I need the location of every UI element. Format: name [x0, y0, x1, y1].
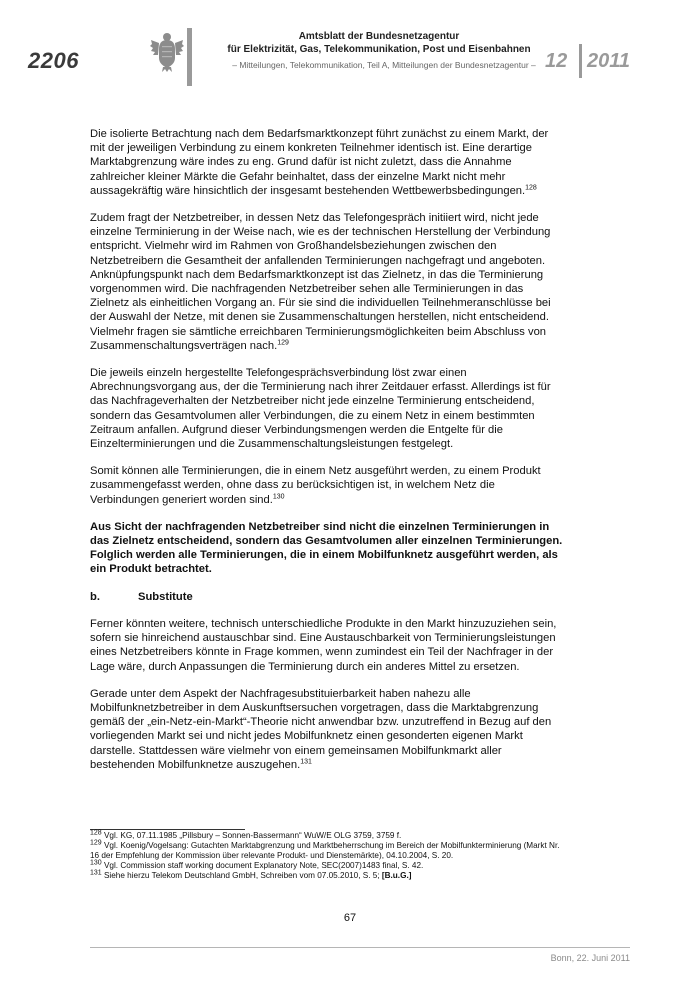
- section-subtitle: – Mitteilungen, Telekommunikation, Teil A, Mitteilungen der Bundesnetzagentur –: [232, 60, 536, 70]
- footnote: $^{129}$ Vgl. Koenig/Vogelsang: Gutachten Marktabgrenzung und Marktbeherrschung im Bereich der Mobilfunkterminierung (Markt Nr. 16 der Empfehlung der Kommission über relevante Produkt- und Dienstemärkte), 04.10.2004, S. 20.: [90, 839, 560, 860]
- footnote-ref: 128: [525, 184, 537, 192]
- footer-page-number: 67: [343, 912, 357, 924]
- paragraph: Die jeweils einzeln hergestellte Telefongesprächsverbindung löst zwar einen Abrechnungsvorgang aus, der die Terminierung nach ihrer Zeitdauer erfasst. Allerdings ist für das Nachfrageverhalten der Netzbetreiber nicht jede einzelne Terminierung entscheidend, sondern das Gesamtvolumen aller Verbindungen, die zu einem Netz in einem bestimmten Zeitraum anfallen. Aufgrund dieser Verbindungsmengen werden die Entgelte für die Einzelterminierungen und die Zusammenschaltungsleistungen festgelegt.: [90, 367, 551, 451]
- paragraph: Somit können alle Terminierungen, die in einem Netz ausgeführt werden, zu einem Produkt zusammengefasst werden, ohne dass zu berücksichtigen ist, in welchem Netz die Verbindungen generiert worden sind.$^{130}$: [90, 465, 541, 506]
- paragraph: Ferner könnten weitere, technisch unterschiedliche Produkte in den Markt hinzuzuziehen sein, sofern sie hinreichend austauschbar sind. Eine Austauschbarkeit von Terminierungsleistungen eines Netzbetreibers könnte in Frage kommen, wenn zumindest ein Teil der Nachfrager in der Lage wäre, durch Anpassungen die Terminierung durch ein anderes Mittel zu ersetzen.: [90, 617, 557, 673]
- footnote-ref: 131: [300, 757, 312, 765]
- footnotes: [90, 831, 564, 881]
- footnote-ref: 130: [272, 492, 285, 500]
- footer-place-date: Bonn, 22. Juni 2011: [550, 953, 630, 963]
- footnote: $^{128}$ Vgl. KG, 07.11.1985 „Pillsbury – Sonnen-Bassermann“ WuW/E OLG 3759, 3759 f.: [90, 829, 402, 840]
- body-text: [90, 127, 564, 785]
- paragraph: Gerade unter dem Aspekt der Nachfragesubstituierbarkeit haben nahezu alle Mobilfunknetzbetreiber in dem Auskunftsersuchen vorgetragen, dass die Marktabgrenzung gemäß der „ein-Netz-ein-Markt“-Theorie nicht anwendbar bzw. unzutreffend in Bezug auf den vorliegenden Markt sei und nicht jedes Mobilfunknetz einen gesonderten eigenen Markt darstelle. Stattdessen wäre vielmehr von einem gemeinsamen Mobilfunkmarkt aller bestehenden Mobilfunknetze auszugehen.$^{131}$: [90, 687, 552, 771]
- journal-subtitle: für Elektrizität, Gas, Telekommunikation, Post und Eisenbahnen: [227, 44, 531, 55]
- journal-title: Amtsblatt der Bundesnetzagentur: [298, 31, 460, 42]
- footnote: $^{130}$ Vgl. Commission staff working document Explanatory Note, SEC(2007)1483 final, S. 42.: [90, 859, 424, 870]
- footnote-ref: 129: [277, 339, 289, 347]
- footnote: $^{131}$ Siehe hierzu Telekom Deutschland GmbH, Schreiben vom 07.05.2010, S. 5; [B.u.G.]: [90, 869, 412, 880]
- issue-number: 12: [545, 50, 568, 72]
- footer-rule: [90, 947, 630, 948]
- issue-year: 2011: [587, 50, 631, 72]
- issue-divider: [579, 44, 582, 78]
- federal-eagle-icon: [150, 30, 184, 72]
- section-heading: [90, 590, 564, 604]
- paragraph: Die isolierte Betrachtung nach dem Bedarfsmarktkonzept führt zunächst zu einem Markt, der mit der jeweiligen Verbindung zu einem konkreten Teilnehmer identisch ist. Eine derartige Marktabgrenzung wäre indes zu eng. Grund dafür ist nicht zuletzt, dass die Annahme zahlreicher kleiner Märkte die Gefahr beinhaltet, dass der einzelne Markt nicht mehr aussagekräftig wäre hinsichtlich der insgesamt bestehenden Wettbewerbsbedingungen.$^{128}$: [90, 128, 549, 197]
- paragraph: Zudem fragt der Netzbetreiber, in dessen Netz das Telefongespräch initiiert wird, nicht jede einzelne Terminierung in der Weise nach, wie es der technischen Herstellung der Verbindung entspricht. Vielmehr wird im Rahmen von Großhandelsbeziehungen zwischen den Netzbetreibern die Gesamtheit der anfallenden Terminierungen nachgefragt und angeboten. Anknüpfungspunkt nach dem Bedarfsmarktkonzept ist das Zielnetz, in das die Terminierung vorgenommen wird. Die nachfragenden Netzbetreiber sehen alle Terminierungen in das Zielnetz als einheitlichen Vorgang an. Für sie sind die individuellen Teilnehmeranschlüsse bei der Auswahl der Netze, mit denen sie Zusammenschaltungen herstellen, nicht entscheidend. Vielmehr fragen sie sämtliche erreichbaren Terminierungsmöglichkeiten beim Abschluss von Zusammenschaltungsverträgen nach.$^{129}$: [90, 212, 551, 352]
- page-number: 2206: [28, 48, 79, 73]
- bold-conclusion: Aus Sicht der nachfragenden Netzbetreiber sind nicht die einzelnen Terminierungen in das Zielnetz entscheidend, sondern das Gesamtvolumen aller einzelnen Terminierungen. Folglich werden alle Terminierungen, die in einem Mobilfunknetz ausgeführt werden, als ein Produkt betrachtet.: [90, 520, 563, 576]
- footnote-rule: [90, 829, 245, 830]
- section-letter: b.: [90, 590, 100, 603]
- section-title: Substitute: [138, 590, 193, 603]
